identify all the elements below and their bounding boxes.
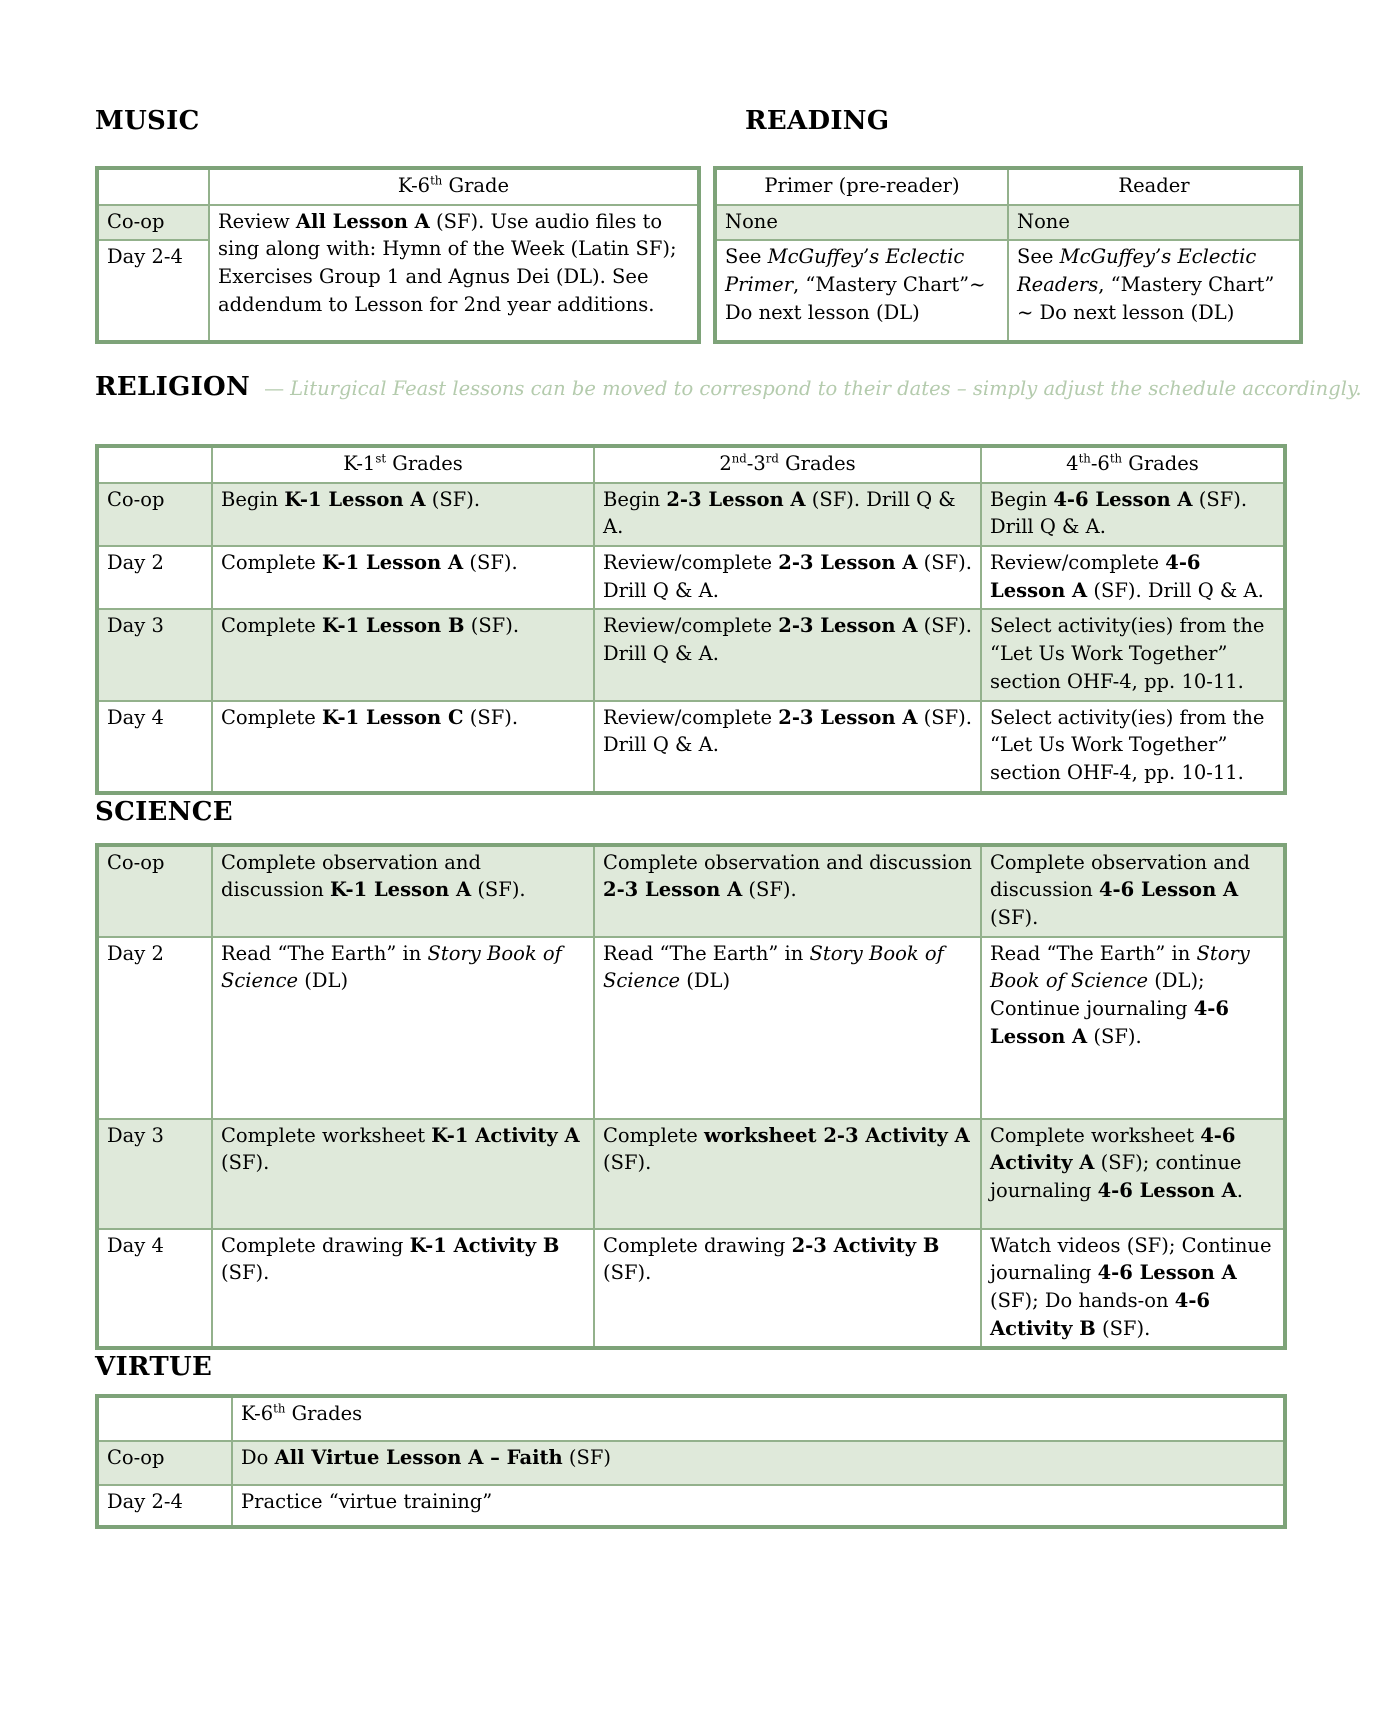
religion-header-k1-cell: K-1st Grades	[212, 446, 594, 483]
science-day4-46-cell: Watch videos (SF); Continue journaling 4-6 Lesson A (SF); Do hands-on 4-6 Activity B (SF).	[981, 1229, 1285, 1349]
virtue-coop-row	[97, 1441, 1285, 1485]
religion-coop-label: Co-op	[97, 483, 212, 546]
science-day3-23-cell: Complete worksheet 2-3 Activity A (SF).	[594, 1119, 981, 1229]
religion-day3-k1-cell: Complete K-1 Lesson B (SF).	[212, 609, 594, 700]
science-table	[95, 843, 1287, 1351]
religion-day3-46-cell: Select activity(ies) from the “Let Us Work Together” section OHF-4, pp. 10-11.	[981, 609, 1285, 700]
science-day3-label: Day 3	[97, 1119, 212, 1229]
science-day2-k1-cell: Read “The Earth” in Story Book of Science (DL)	[212, 937, 594, 1119]
science-day3-row	[97, 1119, 1285, 1229]
virtue-day-cell: Practice “virtue training”	[232, 1485, 1285, 1527]
religion-table	[95, 444, 1287, 795]
virtue-header-empty-cell	[97, 1396, 232, 1441]
reading-title: READING	[745, 106, 890, 136]
reading-coop-primer-cell: None	[715, 205, 1008, 241]
science-title: SCIENCE	[95, 796, 233, 827]
virtue-table	[95, 1394, 1287, 1529]
religion-day4-23-cell: Review/complete 2-3 Lesson A (SF). Drill Q & A.	[594, 701, 981, 793]
science-day2-23-cell: Read “The Earth” in Story Book of Science (DL)	[594, 937, 981, 1119]
science-day4-label: Day 4	[97, 1229, 212, 1349]
religion-day4-k1-cell: Complete K-1 Lesson C (SF).	[212, 701, 594, 793]
science-day2-46-cell: Read “The Earth” in Story Book of Science (DL); Continue journaling 4-6 Lesson A (SF).	[981, 937, 1285, 1119]
religion-day4-row	[97, 701, 1285, 793]
religion-day2-k1-cell: Complete K-1 Lesson A (SF).	[212, 546, 594, 609]
virtue-title: VIRTUE	[95, 1352, 213, 1383]
reading-header-row	[715, 168, 1301, 205]
religion-day4-label: Day 4	[97, 701, 212, 793]
virtue-day-row	[97, 1485, 1285, 1527]
music-reading-title-row	[95, 104, 1283, 138]
virtue-coop-label: Co-op	[97, 1441, 232, 1485]
religion-header-row	[97, 446, 1285, 483]
reading-coop-row	[715, 205, 1301, 241]
religion-coop-k1-cell: Begin K-1 Lesson A (SF).	[212, 483, 594, 546]
religion-day2-row	[97, 546, 1285, 609]
reading-day-reader-cell: See McGuffey’s Eclectic Readers, “Mastery Chart” ~ Do next lesson (DL)	[1008, 240, 1301, 342]
religion-day2-46-cell: Review/complete 4-6 Lesson A (SF). Drill Q & A.	[981, 546, 1285, 609]
virtue-day-label: Day 2-4	[97, 1485, 232, 1527]
music-header-grade-cell: K-6th Grade	[209, 168, 699, 205]
religion-day2-label: Day 2	[97, 546, 212, 609]
music-title: MUSIC	[95, 106, 200, 136]
science-coop-row	[97, 845, 1285, 937]
religion-day4-46-cell: Select activity(ies) from the “Let Us Work Together” section OHF-4, pp. 10-11.	[981, 701, 1285, 793]
science-day3-46-cell: Complete worksheet 4-6 Activity A (SF); continue journaling 4-6 Lesson A.	[981, 1119, 1285, 1229]
religion-header-23-cell: 2nd-3rd Grades	[594, 446, 981, 483]
reading-table	[713, 166, 1303, 344]
science-coop-k1-cell: Complete observation and discussion K-1 Lesson A (SF).	[212, 845, 594, 937]
music-table	[95, 166, 701, 344]
science-day4-row	[97, 1229, 1285, 1349]
religion-day3-label: Day 3	[97, 609, 212, 700]
reading-day-row	[715, 240, 1301, 342]
music-coop-label: Co-op	[97, 205, 209, 241]
music-coop-row	[97, 205, 699, 241]
music-reading-tables-row	[95, 166, 1283, 344]
religion-title: RELIGION	[95, 372, 251, 402]
virtue-header-grades-cell: K-6th Grades	[232, 1396, 1285, 1441]
science-day4-k1-cell: Complete drawing K-1 Activity B (SF).	[212, 1229, 594, 1349]
religion-note: Liturgical Feast lessons can be moved to correspond to their dates – simply adjust the schedule accordingly.	[290, 377, 1362, 400]
religion-header-empty-cell	[97, 446, 212, 483]
virtue-header-row	[97, 1396, 1285, 1441]
science-day2-row	[97, 937, 1285, 1119]
religion-day3-23-cell: Review/complete 2-3 Lesson A (SF). Drill Q & A.	[594, 609, 981, 700]
reading-coop-reader-cell: None	[1008, 205, 1301, 241]
reading-header-reader-cell: Reader	[1008, 168, 1301, 205]
science-coop-46-cell: Complete observation and discussion 4-6 Lesson A (SF).	[981, 845, 1285, 937]
science-day3-k1-cell: Complete worksheet K-1 Activity A (SF).	[212, 1119, 594, 1229]
religion-coop-46-cell: Begin 4-6 Lesson A (SF). Drill Q & A.	[981, 483, 1285, 546]
virtue-coop-cell: Do All Virtue Lesson A – Faith (SF)	[232, 1441, 1285, 1485]
religion-heading	[95, 370, 1362, 404]
music-header-row	[97, 168, 699, 205]
music-body-cell: Review All Lesson A (SF). Use audio files to sing along with: Hymn of the Week (Latin SF); Exercises Group 1 and Agnus Dei (DL). See addendum to Lesson for 2nd year additions.	[209, 205, 699, 342]
religion-day3-row	[97, 609, 1285, 700]
reading-day-primer-cell: See McGuffey’s Eclectic Primer, “Mastery Chart”~ Do next lesson (DL)	[715, 240, 1008, 342]
religion-header-46-cell: 4th-6th Grades	[981, 446, 1285, 483]
music-header-empty-cell	[97, 168, 209, 205]
religion-coop-23-cell: Begin 2-3 Lesson A (SF). Drill Q & A.	[594, 483, 981, 546]
religion-coop-row	[97, 483, 1285, 546]
science-coop-label: Co-op	[97, 845, 212, 937]
reading-header-primer-cell: Primer (pre-reader)	[715, 168, 1008, 205]
music-days-label: Day 2-4	[97, 240, 209, 342]
religion-day2-23-cell: Review/complete 2-3 Lesson A (SF). Drill Q & A.	[594, 546, 981, 609]
science-coop-23-cell: Complete observation and discussion 2-3 Lesson A (SF).	[594, 845, 981, 937]
science-day2-label: Day 2	[97, 937, 212, 1119]
science-day4-23-cell: Complete drawing 2-3 Activity B (SF).	[594, 1229, 981, 1349]
religion-note-dash: —	[264, 376, 285, 400]
